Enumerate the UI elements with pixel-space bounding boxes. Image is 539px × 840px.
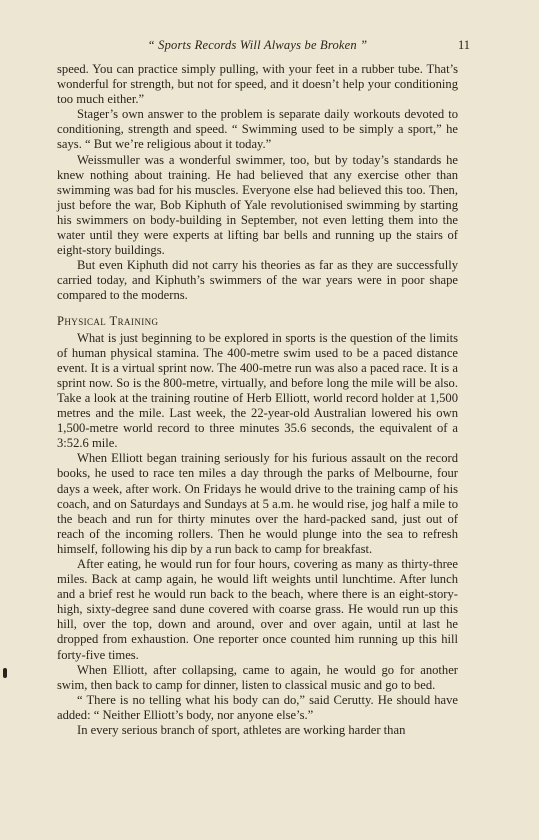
running-head xyxy=(57,38,470,58)
body-text xyxy=(57,62,458,738)
paragraph: When Elliott began training seriously for his furious assault on the record books, he used to race ten miles a day through the parks of Melbourne, four days a week, after work. On Fridays he would drive to the training camp of his coach, and on Saturdays and Sundays at 5 a.m. he would rise, jog half a mile to the beach and run for thirty minutes over the hard-packed sand, just out of reach of the incoming rollers. Then he would plunge into the sea to refresh himself, following his dip by a run back to camp for breakfast. xyxy=(57,451,458,556)
page-edge-mark xyxy=(3,668,7,678)
paragraph: In every serious branch of sport, athletes are working harder than xyxy=(77,723,406,738)
paragraph: Stager’s own answer to the problem is separate daily workouts devoted to conditioning, strength and speed. “ Swimming used to be simply a sport,” he says. “ But we’re religious about it today.” xyxy=(57,107,458,152)
paragraph: What is just beginning to be explored in sports is the question of the limits of human physical stamina. The 400-metre swim used to be a paced distance event. It is a virtual sprint now. The 400-metre run was also a paced race. It is a sprint now. So is the 800-metre, virtually, and before long the mile will be also. Take a look at the training routine of Herb Elliott, world record holder at 1,500 metres and the mile. Last week, the 22-year-old Australian lowered his own 1,500-metre world record to three minutes 35.6 seconds, the equivalent of a 3:52.6 mile. xyxy=(57,330,458,451)
paragraph: After eating, he would run for four hours, covering as many as thirty-three miles. Back at camp again, he would lift weights until lunchtime. After lunch and a brief rest he would run back to the beach, where there is an eight-story-high, sixty-degree sand dune covered with coarse grass. He would run up this hill, over the top, down and around, over and over again, until at last he dropped from exhaustion. One reporter once counted him running up this hill forty-five times. xyxy=(57,557,458,662)
page-number: 11 xyxy=(457,38,470,52)
paragraph: “ There is no telling what his body can do,” said Cerutty. He should have added: “ Neither Elliott’s body, nor anyone else’s.” xyxy=(57,692,458,722)
section-heading: Physical Training xyxy=(57,313,159,328)
paragraph: Weissmuller was a wonderful swimmer, too, but by today’s standards he knew nothing about training. He had believed that any exercise other than swimming was bad for his muscles. Everyone else had believed this too. Then, just before the war, Bob Kiphuth of Yale revolutionised swimming by starting his swimmers on body-building in September, not even letting them into the water until they were experts at lifting bar bells and running up the stairs of eight-story buildings. xyxy=(57,152,458,258)
paragraph: speed. You can practice simply pulling, with your feet in a rubber tube. That’s wonderful for strength, but not for speed, and it doesn’t help your conditioning too much either.” xyxy=(57,62,458,107)
running-title: “ Sports Records Will Always be Broken ” xyxy=(147,38,368,52)
paragraph: When Elliott, after collapsing, came to again, he would go for another swim, then back to camp for dinner, listen to classical music and go to bed. xyxy=(57,662,458,692)
paragraph: But even Kiphuth did not carry his theories as far as they are successfully carried today, and Kiphuth’s swimmers of the war years were in poor shape compared to the moderns. xyxy=(57,258,458,303)
